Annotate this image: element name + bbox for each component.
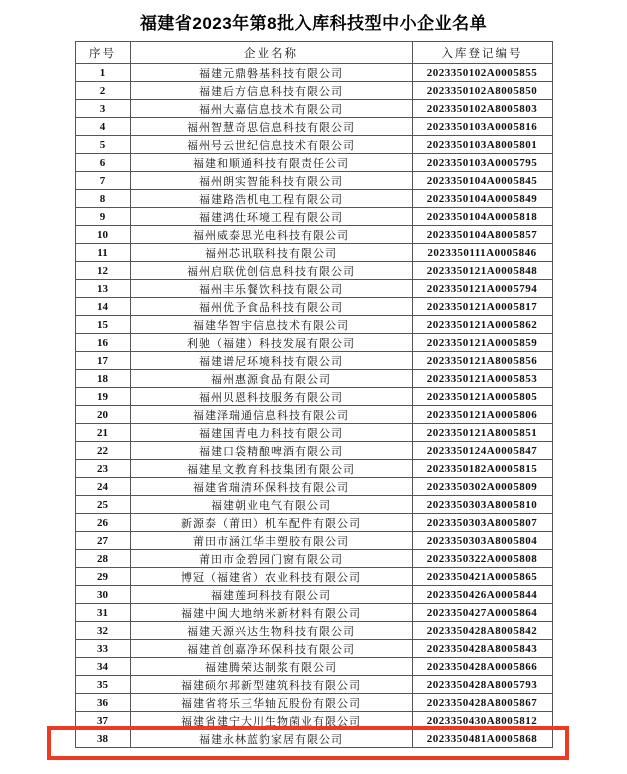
cell-seq: 19 [75,388,130,406]
cell-name: 福建硕尔邦新型建筑科技有限公司 [130,676,412,694]
cell-name: 福州优予食品科技有限公司 [130,298,412,316]
cell-seq: 3 [75,100,130,118]
cell-name: 利驰（福建）科技发展有限公司 [130,334,412,352]
table-row [75,730,552,748]
cell-seq: 38 [75,730,130,748]
cell-seq: 7 [75,172,130,190]
col-header-name: 企业名称 [130,42,412,64]
table-row [75,424,552,442]
cell-name: 福州启联优创信息科技有限公司 [130,262,412,280]
cell-name: 福州芯讯联科技有限公司 [130,244,412,262]
cell-code: 2023350121A8005856 [412,352,552,370]
cell-seq: 24 [75,478,130,496]
cell-seq: 35 [75,676,130,694]
table-row [75,226,552,244]
company-table [75,41,553,748]
cell-seq: 21 [75,424,130,442]
cell-name: 福建泽瑞通信息科技有限公司 [130,406,412,424]
cell-name: 福建腾荣达制浆有限公司 [130,658,412,676]
cell-code: 2023350121A0005848 [412,262,552,280]
cell-code: 2023350121A0005817 [412,298,552,316]
cell-name: 福建华智宇信息技术有限公司 [130,316,412,334]
cell-seq: 13 [75,280,130,298]
cell-code: 2023350121A0005862 [412,316,552,334]
cell-code: 2023350182A0005815 [412,460,552,478]
cell-seq: 17 [75,352,130,370]
cell-name: 莆田市涵江华丰塑胶有限公司 [130,532,412,550]
col-header-code: 入库登记编号 [412,42,552,64]
cell-name: 莆田市金碧园门窗有限公司 [130,550,412,568]
cell-seq: 32 [75,622,130,640]
cell-name: 福建莲珂科技有限公司 [130,586,412,604]
cell-name: 福州号云世纪信息技术有限公司 [130,136,412,154]
cell-seq: 2 [75,82,130,100]
cell-seq: 15 [75,316,130,334]
cell-name: 福建鸿仕环境工程有限公司 [130,208,412,226]
cell-seq: 6 [75,154,130,172]
cell-code: 2023350102A8005850 [412,82,552,100]
cell-seq: 10 [75,226,130,244]
cell-seq: 8 [75,190,130,208]
table-row [75,208,552,226]
table-row [75,82,552,100]
page-title: 福建省2023年第8批入库科技型中小企业名单 [139,14,488,33]
cell-code: 2023350427A0005864 [412,604,552,622]
table-row [75,694,552,712]
table-row [75,676,552,694]
cell-seq: 23 [75,460,130,478]
table-row [75,280,552,298]
table-row [75,136,552,154]
cell-code: 2023350303A8005804 [412,532,552,550]
table-row [75,550,552,568]
cell-code: 2023350103A8005801 [412,136,552,154]
cell-code: 2023350428A8005867 [412,694,552,712]
cell-name: 福州威泰思光电科技有限公司 [130,226,412,244]
table-row [75,658,552,676]
cell-name: 福州智慧奇思信息科技有限公司 [130,118,412,136]
cell-name: 福建星文教育科技集团有限公司 [130,460,412,478]
cell-seq: 22 [75,442,130,460]
table-row [75,622,552,640]
cell-name: 福建国青电力科技有限公司 [130,424,412,442]
cell-seq: 18 [75,370,130,388]
cell-name: 福州朗实智能科技有限公司 [130,172,412,190]
cell-code: 2023350103A0005795 [412,154,552,172]
cell-code: 2023350104A0005818 [412,208,552,226]
table-row [75,190,552,208]
cell-seq: 25 [75,496,130,514]
cell-code: 2023350121A0005853 [412,370,552,388]
cell-code: 2023350302A0005809 [412,478,552,496]
cell-seq: 30 [75,586,130,604]
cell-name: 福建和顺通科技有限责任公司 [130,154,412,172]
cell-code: 2023350104A0005849 [412,190,552,208]
cell-name: 福建朝业电气有限公司 [130,496,412,514]
cell-name: 福建天源兴达生物科技有限公司 [130,622,412,640]
cell-code: 2023350104A0005845 [412,172,552,190]
table-row [75,406,552,424]
cell-code: 2023350426A0005844 [412,586,552,604]
cell-seq: 14 [75,298,130,316]
table-row [75,388,552,406]
cell-code: 2023350102A0005855 [412,64,552,82]
cell-seq: 28 [75,550,130,568]
cell-seq: 37 [75,712,130,730]
cell-name: 福州丰乐餐饮科技有限公司 [130,280,412,298]
table-row [75,316,552,334]
cell-code: 2023350121A0005794 [412,280,552,298]
cell-name: 福建省建宁大川生物菌业有限公司 [130,712,412,730]
table-row [75,370,552,388]
cell-seq: 33 [75,640,130,658]
cell-seq: 31 [75,604,130,622]
cell-seq: 16 [75,334,130,352]
cell-name: 新源泰（莆田）机车配件有限公司 [130,514,412,532]
cell-code: 2023350121A0005805 [412,388,552,406]
table-row [75,460,552,478]
cell-code: 2023350104A8005857 [412,226,552,244]
cell-name: 福建后方信息科技有限公司 [130,82,412,100]
cell-name: 福建口袋精酿啤酒有限公司 [130,442,412,460]
cell-code: 2023350428A0005866 [412,658,552,676]
cell-code: 2023350322A0005808 [412,550,552,568]
table-row [75,64,552,82]
col-header-seq: 序号 [75,42,130,64]
cell-code: 2023350430A8005812 [412,712,552,730]
cell-name: 福建谱尼环境科技有限公司 [130,352,412,370]
cell-name: 福建首创嘉净环保科技有限公司 [130,640,412,658]
cell-name: 福建路浩机电工程有限公司 [130,190,412,208]
table-body [75,64,552,748]
table-row [75,640,552,658]
cell-seq: 20 [75,406,130,424]
cell-seq: 26 [75,514,130,532]
cell-code: 2023350121A0005806 [412,406,552,424]
table-row [75,244,552,262]
table-row [75,514,552,532]
cell-seq: 4 [75,118,130,136]
cell-seq: 27 [75,532,130,550]
cell-name: 福建中闽大地纳米新材料有限公司 [130,604,412,622]
cell-code: 2023350124A0005847 [412,442,552,460]
cell-code: 2023350428A8005842 [412,622,552,640]
cell-code: 2023350421A0005865 [412,568,552,586]
table-row [75,478,552,496]
table-row [75,586,552,604]
cell-code: 2023350121A0005859 [412,334,552,352]
cell-name: 福州惠源食品有限公司 [130,370,412,388]
table-row [75,100,552,118]
cell-code: 2023350428A8005843 [412,640,552,658]
table-row [75,604,552,622]
table-row [75,298,552,316]
cell-code: 2023350428A8005793 [412,676,552,694]
cell-code: 2023350121A8005851 [412,424,552,442]
cell-seq: 9 [75,208,130,226]
cell-name: 福建永林蓝豹家居有限公司 [130,730,412,748]
cell-name: 福建省瑞清环保科技有限公司 [130,478,412,496]
table-row [75,568,552,586]
header-row [75,42,552,64]
cell-code: 2023350111A0005846 [412,244,552,262]
table-row [75,442,552,460]
table-row [75,532,552,550]
cell-code: 2023350303A8005807 [412,514,552,532]
cell-seq: 5 [75,136,130,154]
cell-code: 2023350481A0005868 [412,730,552,748]
cell-name: 博冠（福建省）农业科技有限公司 [130,568,412,586]
cell-name: 福州大嘉信息技术有限公司 [130,100,412,118]
cell-seq: 34 [75,658,130,676]
cell-seq: 36 [75,694,130,712]
cell-name: 福州贝恩科技服务有限公司 [130,388,412,406]
table-row [75,712,552,730]
table-row [75,154,552,172]
cell-seq: 1 [75,64,130,82]
table-row [75,172,552,190]
cell-code: 2023350103A0005816 [412,118,552,136]
cell-code: 2023350303A8005810 [412,496,552,514]
table-row [75,352,552,370]
table-row [75,334,552,352]
table-row [75,262,552,280]
cell-seq: 11 [75,244,130,262]
cell-name: 福建元鼎磐基科技有限公司 [130,64,412,82]
cell-seq: 29 [75,568,130,586]
table-row [75,496,552,514]
cell-seq: 12 [75,262,130,280]
cell-name: 福建省将乐三华轴瓦股份有限公司 [130,694,412,712]
cell-code: 2023350102A8005803 [412,100,552,118]
table-row [75,118,552,136]
